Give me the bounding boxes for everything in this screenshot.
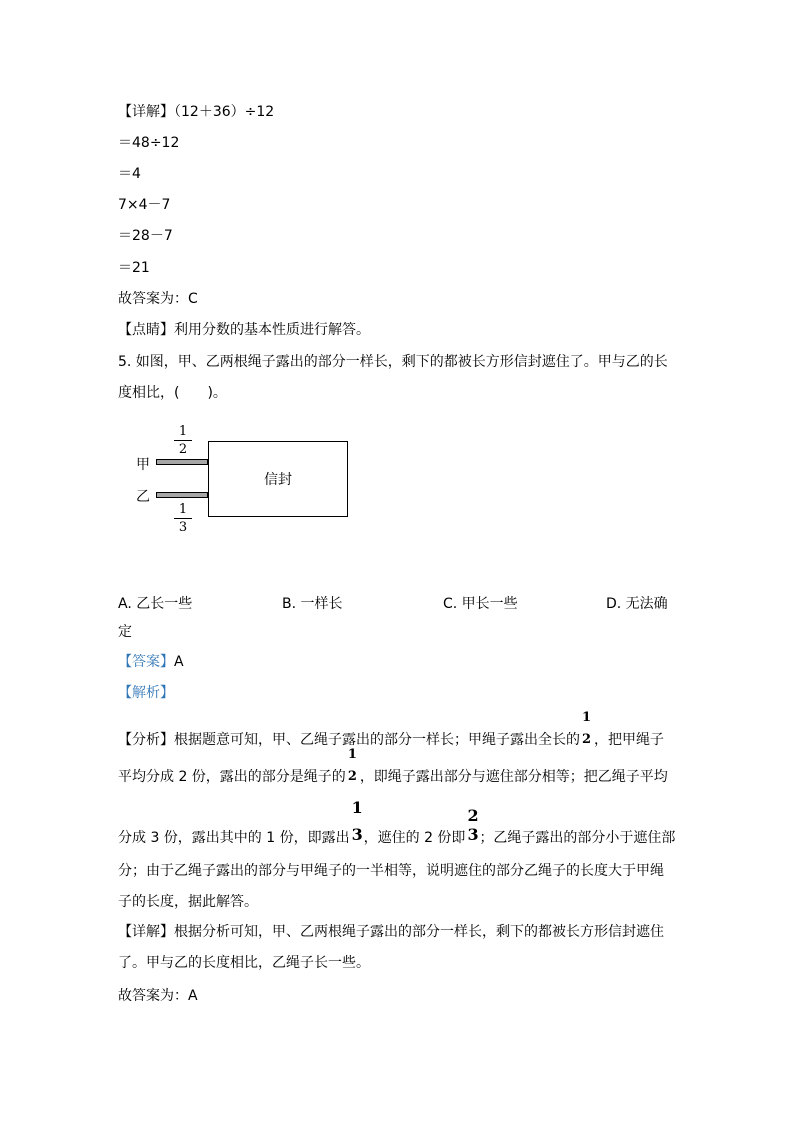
analysis-label: 【解析】 [118, 685, 174, 701]
tip-label: 【点睛】 [118, 322, 174, 338]
rope-a [156, 459, 208, 465]
fraction-half: 1 2 [347, 747, 357, 784]
answer-line: 故答案为：C [118, 291, 198, 307]
calc-line: ＝4 [118, 166, 141, 182]
option-b: B. 一样长 [282, 596, 343, 612]
analysis-line: 平均分成 2 份，露出的部分是绳子的 1 2 ，即绳子露出部分与遮住部分相等；把乙绳子平均 [118, 747, 668, 785]
option-c: C. 甲长一些 [443, 596, 518, 612]
tip-text: 利用分数的基本性质进行解答。 [174, 322, 370, 338]
calc-line: ＝28－7 [118, 228, 173, 244]
calc-line: ＝48÷12 [118, 135, 180, 151]
envelope [208, 441, 348, 517]
answer-value: A [174, 654, 184, 670]
fraction-two-thirds: 2 3 [467, 806, 479, 844]
question-text: 度相比，( )。 [118, 385, 227, 401]
option-d: D. 无法确 [606, 596, 668, 612]
answer-label: 【答案】 [118, 654, 174, 670]
detail-line: 【详解】（12＋36）÷12 [118, 104, 275, 120]
question-text: 5. 如图，甲、乙两根绳子露出的部分一样长，剩下的都被长方形信封遮住了。甲与乙的长 [118, 354, 668, 370]
detail-line: 【详解】根据分析可知，甲、乙两根绳子露出的部分一样长，剩下的都被长方形信封遮住 [118, 924, 664, 940]
fraction-a: 1 2 [174, 424, 192, 457]
calc-line: 7×4－7 [118, 197, 171, 213]
answer-line [118, 653, 184, 671]
calc-line: ＝21 [118, 260, 150, 276]
rope-a-label: 甲 [136, 457, 150, 473]
tip-line [118, 321, 370, 339]
rope-b [156, 492, 208, 498]
fraction-third: 1 3 [351, 798, 363, 844]
option-d-wrap: 定 [118, 624, 132, 640]
detail-line: 了。甲与乙的长度相比，乙绳子长一些。 [118, 955, 370, 971]
analysis-line: 【分析】根据题意可知，甲、乙绳子露出的部分一样长；甲绳子露出全长的 1 2 ，把甲绳子 [118, 710, 664, 748]
final-answer: 故答案为：A [118, 988, 198, 1004]
envelope-label: 信封 [264, 472, 292, 488]
fraction-half: 1 2 [582, 710, 592, 747]
option-a: A. 乙长一些 [118, 596, 193, 612]
analysis-line: 分；由于乙绳子露出的部分与甲绳子的一半相等，说明遮住的部分乙绳子的长度大于甲绳 [118, 863, 664, 879]
envelope-diagram [130, 420, 370, 545]
rope-b-label: 乙 [136, 489, 150, 505]
analysis-line: 分成 3 份，露出其中的 1 份，即露出 1 3 ，遮住的 2 份即 2 3 ；乙绳子露出的部分小于遮住部 [118, 798, 676, 846]
analysis-line: 子的长度，据此解答。 [118, 894, 258, 910]
fraction-b: 1 3 [174, 502, 192, 535]
